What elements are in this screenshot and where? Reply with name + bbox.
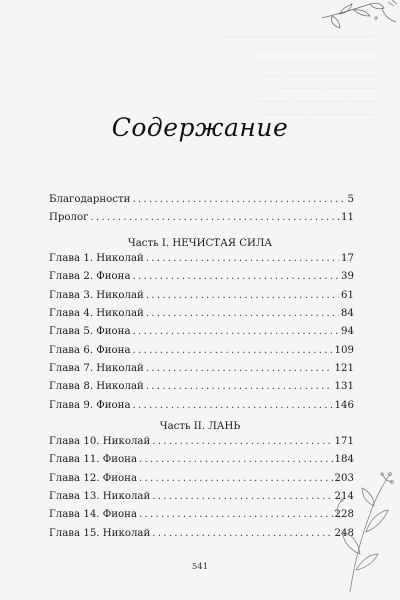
toc-entry-prologue[interactable]: Пролог . . . 11: [49, 212, 354, 230]
toc-entry[interactable]: Глава 4. Николай . . . 84: [49, 308, 354, 326]
dot-leader: [133, 400, 333, 411]
toc-entry[interactable]: Глава 8. Николай . . . 131: [49, 381, 354, 399]
toc-entry-acknowledgements[interactable]: Благодарности . . . 5: [49, 194, 354, 212]
toc-entry[interactable]: Глава 2. Фиона . . . 39: [49, 271, 354, 289]
toc-entry[interactable]: Глава 5. Фиона . . . 94: [49, 326, 354, 344]
page-number: 541: [191, 562, 209, 572]
dot-leader: [139, 509, 333, 520]
toc-entry[interactable]: Глава 9. Фиона . . . 146: [49, 400, 354, 418]
floral-sprig-icon: [330, 470, 398, 595]
dot-leader: [152, 528, 332, 539]
dot-leader: [139, 454, 333, 465]
dot-leader: [139, 473, 333, 484]
part-2-list: [49, 436, 354, 546]
dot-leader: [133, 345, 333, 356]
bleed-through-texture: ——————————————————— —————— ————————— ————— ———— ————— ——————— ———— —— —————— —————— ——— ——————— ———— ———————— ——————: [223, 32, 375, 119]
part-1-title: Часть I. НЕЧИСТАЯ СИЛА: [127, 238, 273, 249]
floral-branch-icon: [318, 0, 400, 40]
toc-entry[interactable]: Глава 12. Фиона . . . 203: [49, 473, 354, 491]
toc-entry[interactable]: Глава 15. Николай . . . 248: [49, 528, 354, 546]
contents-heading: Содержание: [111, 113, 289, 142]
dot-leader: [152, 491, 332, 502]
toc-entry[interactable]: Глава 10. Николай . . . 171: [49, 436, 354, 454]
dot-leader: [146, 308, 339, 319]
dot-leader: [146, 381, 333, 392]
dot-leader: [146, 290, 339, 301]
part-1-list: [49, 253, 354, 418]
dot-leader: [146, 363, 333, 374]
toc-entry[interactable]: Глава 7. Николай . . . 121: [49, 363, 354, 381]
toc-entry[interactable]: Глава 1. Николай . . . 17: [49, 253, 354, 271]
toc-entry[interactable]: Глава 6. Фиона . . . 109: [49, 345, 354, 363]
dot-leader: [133, 271, 339, 282]
dot-leader: [133, 326, 339, 337]
dot-leader: [90, 212, 339, 223]
toc-entry[interactable]: Глава 13. Николай . . . 214: [49, 491, 354, 509]
dot-leader: [152, 436, 332, 447]
toc-entry[interactable]: Глава 3. Николай . . . 61: [49, 290, 354, 308]
toc-entry[interactable]: Глава 14. Фиона . . . 228: [49, 509, 354, 527]
toc-entry[interactable]: Глава 11. Фиона . . . 184: [49, 454, 354, 472]
dot-leader: [146, 253, 339, 264]
dot-leader: [132, 194, 345, 205]
front-matter-list: [49, 194, 354, 231]
part-2-title: Часть II. ЛАНЬ: [159, 421, 241, 432]
